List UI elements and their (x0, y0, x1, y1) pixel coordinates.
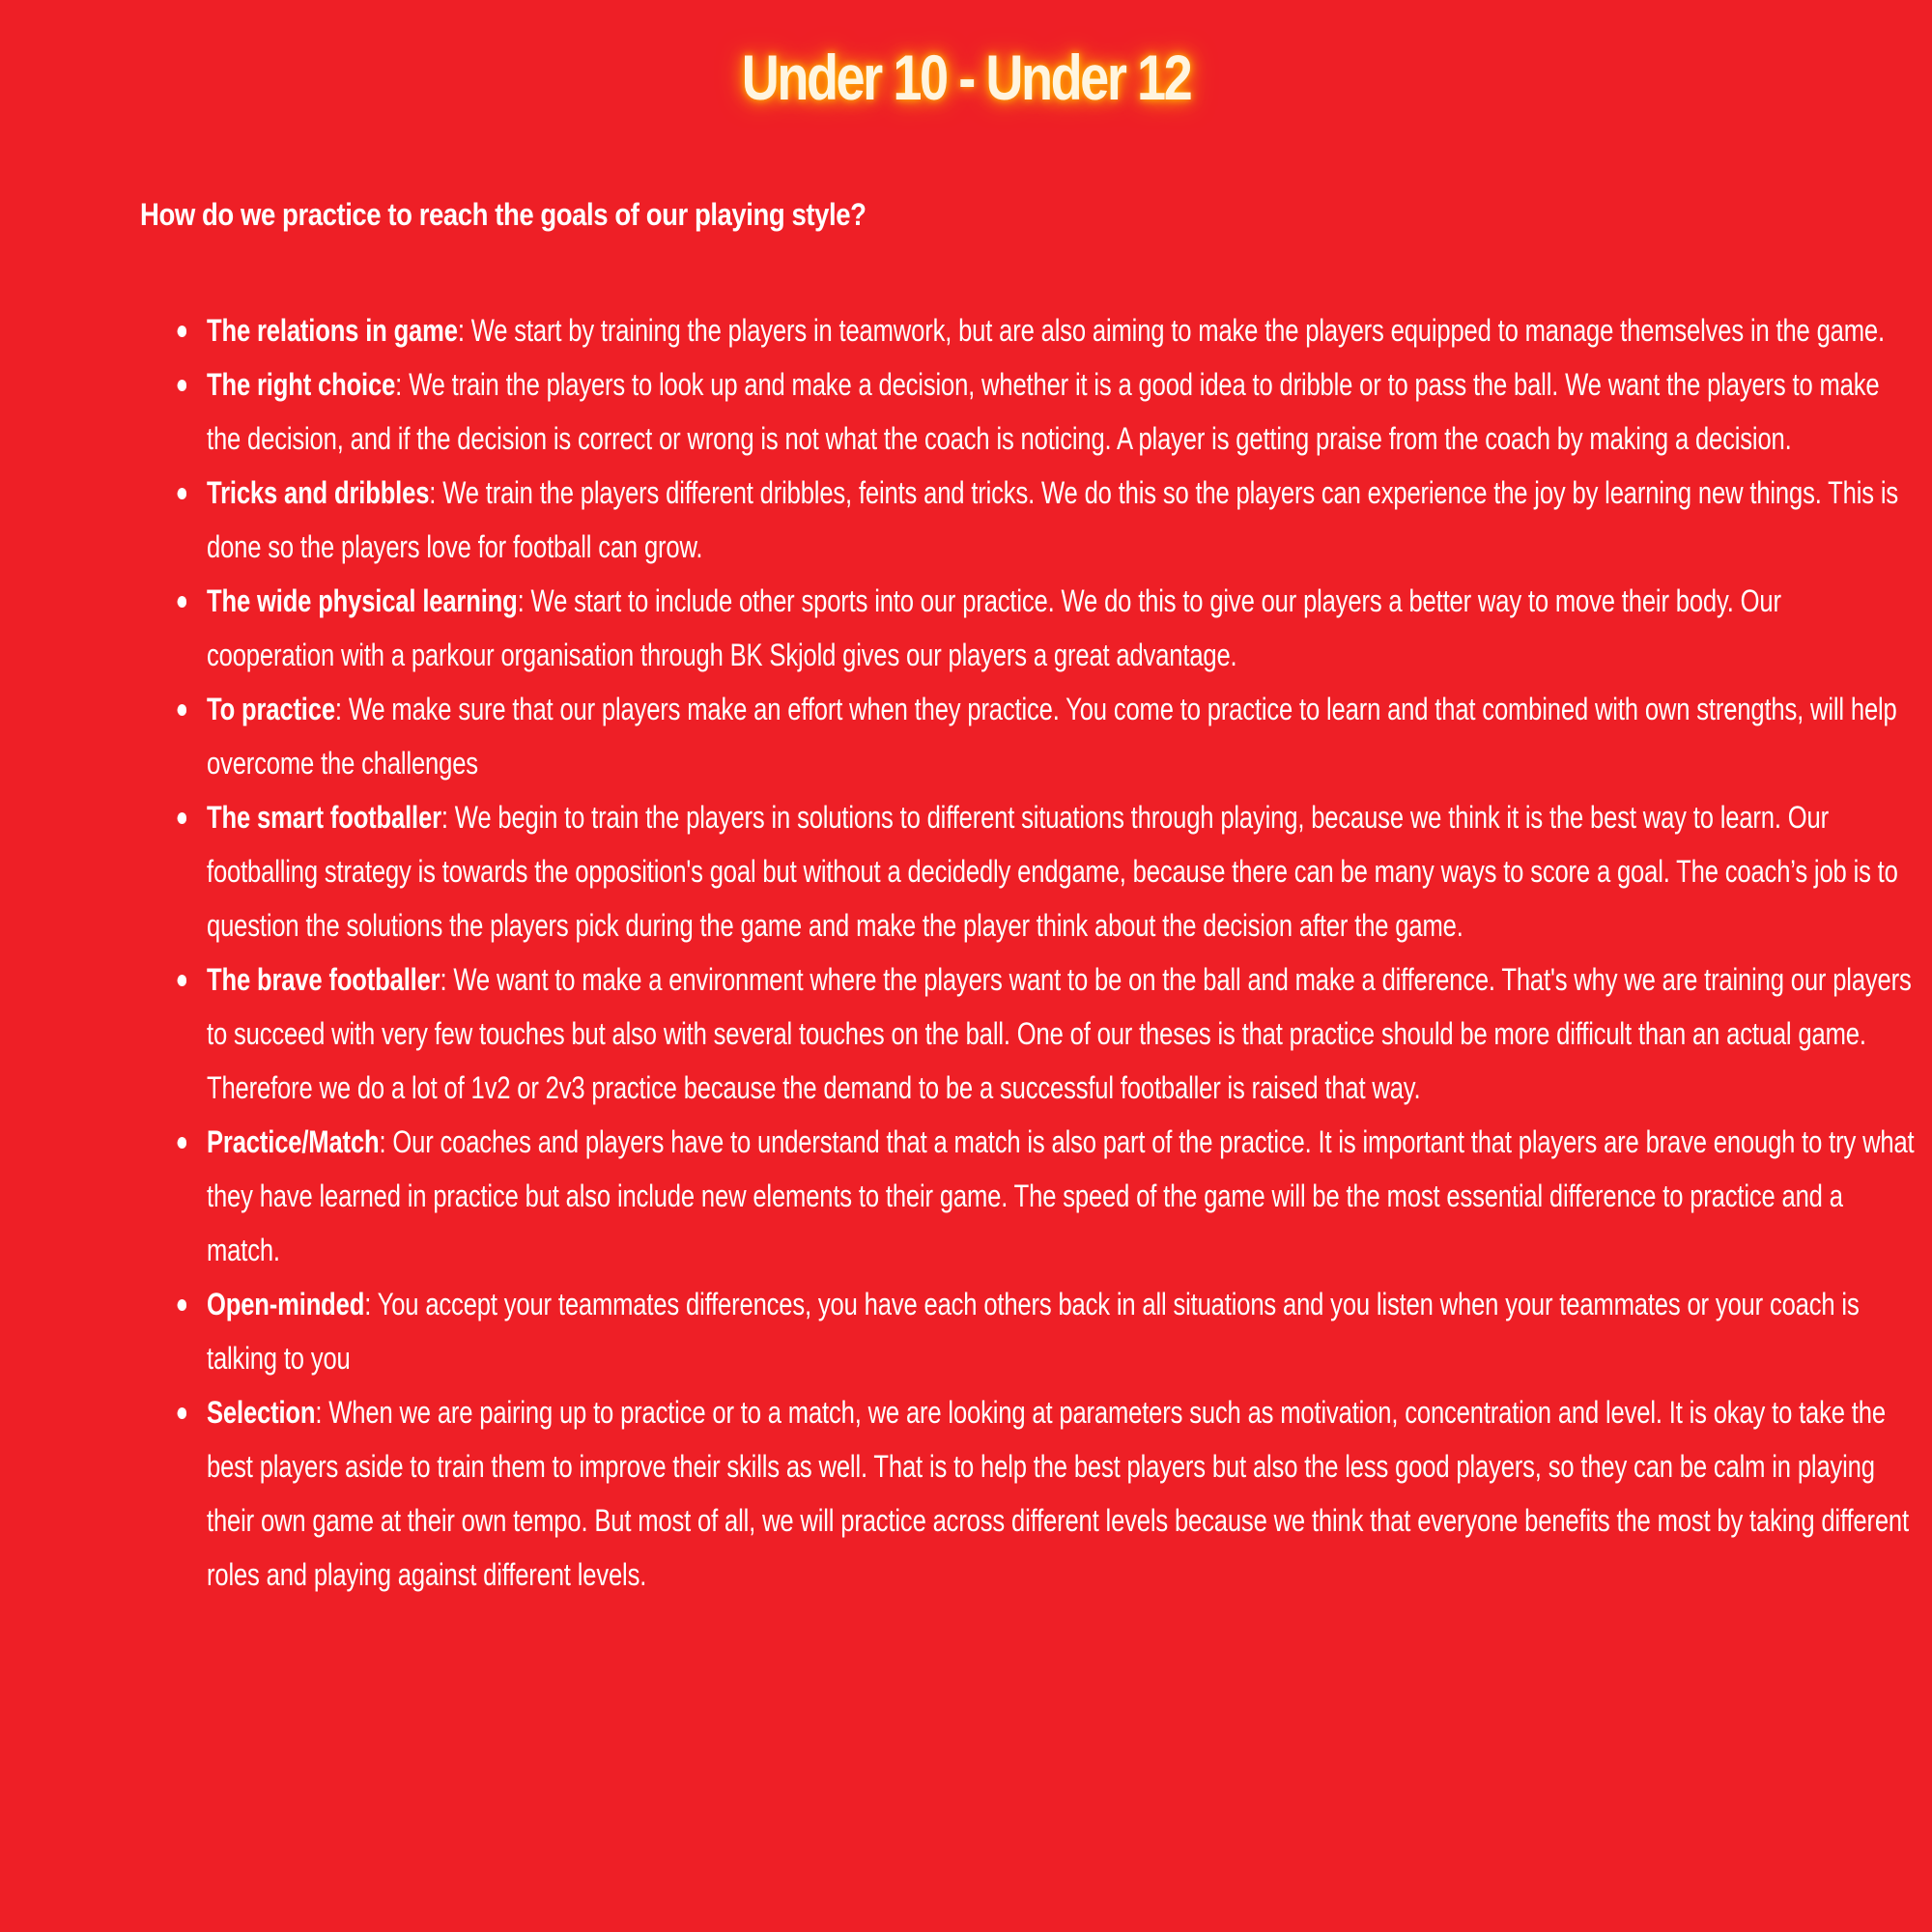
section-question: How do we practice to reach the goals of our playing style? (140, 197, 867, 232)
bullet-icon (178, 812, 187, 824)
item-text: : We train the players to look up and make a decision, whether it is a good idea to dribble or to pass the ball. We want the players to make the decision, and if the decision is correct or wrong is not what the coach is noticing. A player is getting praise from the coach by making a decision. (207, 367, 1880, 456)
list-item (207, 1277, 1915, 1385)
item-term: Selection (207, 1395, 316, 1430)
item-term: The smart footballer (207, 800, 441, 835)
list-item (207, 952, 1915, 1115)
bullet-icon (178, 1299, 187, 1311)
item-text: : We make sure that our players make an effort when they practice. You come to practice to learn and that combined with own strengths, will help overcome the challenges (207, 692, 1897, 781)
list-item (207, 303, 1915, 357)
item-text: : We begin to train the players in solutions to different situations through playing, because we think it is the best way to learn. Our footballing strategy is towards the opposition's goal but without a decidedly endgame, because there can be many ways to score a goal. The coach’s job is to question the solutions the players pick during the game and make the player think about the decision after the game. (207, 800, 1898, 943)
list-item (207, 1385, 1915, 1602)
page-title: Under 10 - Under 12 (741, 42, 1191, 113)
list-item (207, 574, 1915, 682)
item-term: The right choice (207, 367, 396, 402)
item-term: To practice (207, 692, 335, 726)
item-term: The wide physical learning (207, 583, 518, 618)
item-term: The brave footballer (207, 962, 440, 997)
bullet-icon (178, 704, 187, 716)
item-text: : We start to include other sports into our practice. We do this to give our players a better way to move their body. Our cooperation with a parkour organisation through BK Skjold gives our players a great advantage. (207, 583, 1781, 672)
list-item (207, 682, 1915, 790)
list-item (207, 466, 1915, 574)
item-text: : We start by training the players in teamwork, but are also aiming to make the players equipped to manage themselves in the game. (457, 313, 1885, 348)
item-term: Tricks and dribbles (207, 475, 430, 510)
bullet-icon (178, 596, 187, 608)
item-text: : When we are pairing up to practice or to a match, we are looking at parameters such as motivation, concentration and level. It is okay to take the best players aside to train them to improve their skills as well. That is to help the best players but also the less good players, so they can be calm in playing their own game at their own tempo. But most of all, we will practice across different levels because we think that everyone benefits the most by taking different roles and playing against different levels. (207, 1395, 1909, 1592)
bullet-icon (178, 1407, 187, 1419)
item-text: : You accept your teammates differences, you have each others back in all situations and you listen when your teammates or your coach is talking to you (207, 1287, 1860, 1376)
item-text: : We train the players different dribbles, feints and tricks. We do this so the players can experience the joy by learning new things. This is done so the players love for football can grow. (207, 475, 1899, 564)
item-term: The relations in game (207, 313, 458, 348)
bullet-icon (178, 326, 187, 337)
bullet-icon (178, 488, 187, 499)
list-item (207, 357, 1915, 466)
list-item (207, 1115, 1915, 1277)
bullet-icon (178, 1137, 187, 1149)
list-item (207, 790, 1915, 952)
bullet-icon (178, 975, 187, 986)
item-text: : We want to make a environment where the players want to be on the ball and make a difference. That's why we are training our players to succeed with very few touches but also with several touches on the ball. One of our theses is that practice should be more difficult than an actual game. Therefore we do a lot of 1v2 or 2v3 practice because the demand to be a successful footballer is raised that way. (207, 962, 1912, 1105)
item-term: Open-minded (207, 1287, 365, 1321)
practice-principles-list (207, 303, 1915, 1602)
item-term: Practice/Match (207, 1124, 380, 1159)
bullet-icon (178, 380, 187, 391)
item-text: : Our coaches and players have to understand that a match is also part of the practice. It is important that players are brave enough to try what they have learned in practice but also include new elements to their game. The speed of the game will be the most essential difference to practice and a match. (207, 1124, 1915, 1267)
